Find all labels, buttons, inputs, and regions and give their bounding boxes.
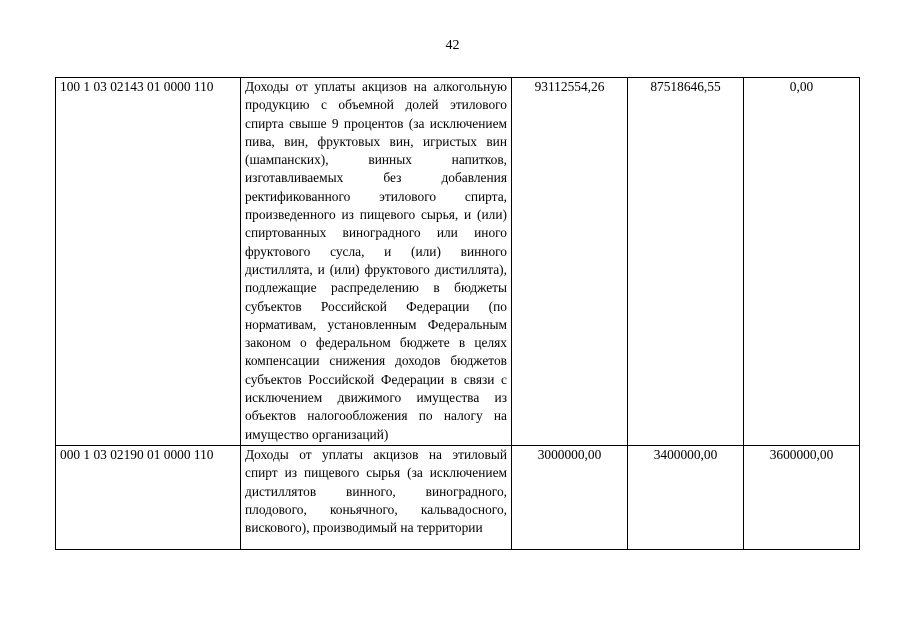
budget-revenue-table — [55, 77, 860, 550]
amount-year-1-cell: 93112554,26 — [512, 78, 628, 446]
amount-year-2-cell: 87518646,55 — [628, 78, 744, 446]
amount-year-2-cell: 3400000,00 — [628, 445, 744, 549]
page-number: 42 — [445, 38, 460, 53]
revenue-name-cell: Доходы от уплаты акцизов на алкогольную продукцию с объемной долей этилового спирта свыше 9 процентов (за исключением пива, вин, фруктовых вин, игристых вин (шампанских), винных напитков, изготавливаемых без добавления ректификованного этилового спирта, произведенного из пищевого сырья, и (или) спиртованных виноградного или иного фруктового сусла, и (или) винного дистиллята, и (или) фруктового дистиллята), подлежащие распределению в бюджеты субъектов Российской Федерации (по нормативам, установленным Федеральным законом о федеральном бюджете в целях компенсации снижения доходов бюджетов субъектов Российской Федерации в связи с исключением движимого имущества из объектов налогообложения по налогу на имущество организаций) — [241, 78, 512, 446]
revenue-code-cell: 000 1 03 02190 01 0000 110 — [56, 445, 241, 549]
revenue-code-cell: 100 1 03 02143 01 0000 110 — [56, 78, 241, 446]
amount-year-3-cell: 0,00 — [744, 78, 860, 446]
amount-year-1-cell: 3000000,00 — [512, 445, 628, 549]
table-row — [56, 78, 860, 446]
amount-year-3-cell: 3600000,00 — [744, 445, 860, 549]
revenue-name-cell — [241, 445, 512, 549]
table-row — [56, 445, 860, 549]
revenue-name-text: Доходы от уплаты акцизов на этиловый спирт из пищевого сырья (за исключением дистиллятов винного, виноградного, плодового, коньячного, кальвадосного, вискового), производимый на территории — [245, 446, 507, 536]
